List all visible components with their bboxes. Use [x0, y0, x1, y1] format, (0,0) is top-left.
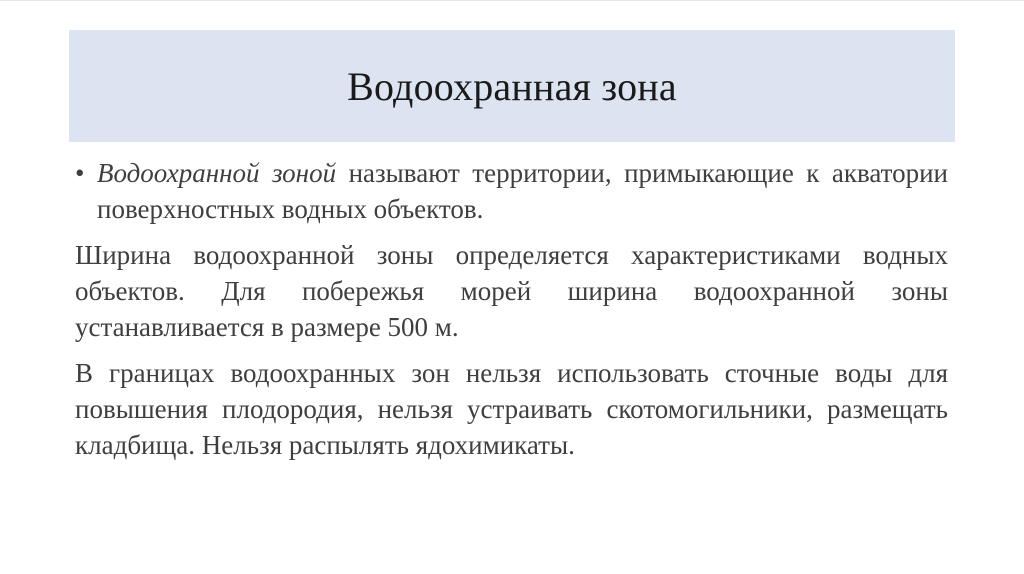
bullet-definition: называют территории, примыкающие к акватории поверхностных водных объектов. [97, 158, 948, 224]
slide-body [75, 155, 948, 473]
bullet-term: Водоохранной зоной [97, 158, 337, 188]
bullet-item [75, 155, 948, 227]
slide-title: Водоохранная зона [347, 63, 677, 109]
bullet-text [97, 155, 948, 227]
paragraph-restrictions: В границах водоохранных зон нельзя использовать сточные воды для повышения плодородия, нельзя устраивать скотомогильники, размещать кладбища. Нельзя распылять ядохимикаты. [75, 358, 948, 460]
title-band [69, 30, 955, 142]
bullet-marker: • [75, 158, 85, 188]
paragraph-width: Ширина водоохранной зоны определяется характеристиками водных объектов. Для побережья морей ширина водоохранной зоны устанавливается в размере 500 м. [75, 240, 948, 342]
